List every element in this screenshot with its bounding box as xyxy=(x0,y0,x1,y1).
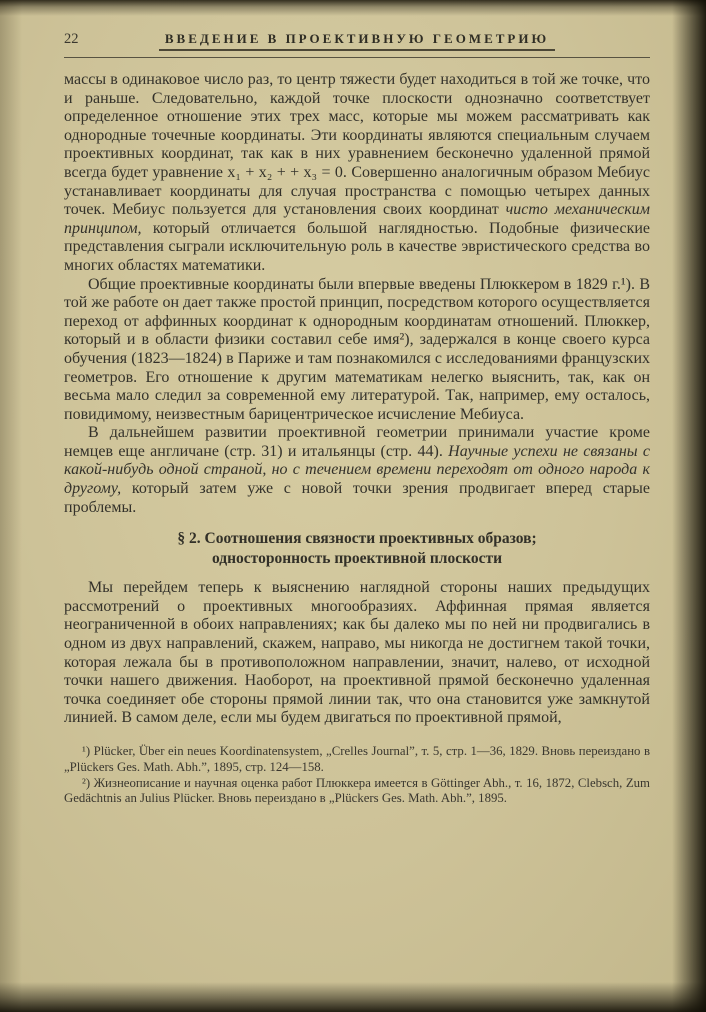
body-text xyxy=(64,71,650,728)
page-content xyxy=(64,30,650,807)
paragraph-text: массы в одинаковое число раз, то центр тяжести будет находиться в той же точке, что и раньше. Следовательно, каждой точке плоскости однозначно соответствует определенное отношение этих трех масс, которые мы можем рассматривать как однородные точечные координаты. Эти координаты являются специальным случаем проективных координат, так как в них уравнением бесконечно удаленной прямой всегда будет уравнение x₁ + x₂ + + x₃ = 0. Совершенно аналогичным образом Мебиус устанавливает координаты для случая пространства с помощью четырех данных точек. Мебиус пользуется для установления своих координат xyxy=(64,71,650,219)
page-number: 22 xyxy=(64,31,79,47)
section-heading-line2: односторонность проективной плоскости xyxy=(211,550,503,568)
paragraph-text: Общие проективные координаты были впервые введены Плюккером в 1829 г.¹). В той же работе он дает также простой принцип, посредством которого осуществляется переход от аффинных координат к однородным координатам отношений. Плюккер, который и в области физики составил себе имя²), задержался в конце своего курса обучения (1823—1824) в Париже и там познакомился с исследованиями французских геометров. Его отношение к другим математикам нелегко выяснить, так, как он весьма мало следил за современной ему литературой. Так, например, ему осталось, повидимому, неизвестным барицентрическое исчисление Мебиуса. xyxy=(64,275,650,423)
running-title-wrap xyxy=(118,30,596,51)
paragraph-text: В дальнейшем развитии проективной геометрии принимали участие кроме немцев еще англичане (стр. 31) и итальянцы (стр. 44). xyxy=(64,424,650,460)
footnote-2: ²) Жизнеописание и научная оценка работ Плюккера имеется в Göttinger Abh., т. 16, 1872, Clebsch, Zum Gedächtnis an Julius Plücker. Вновь переиздано в „Plückers Ges. Math. Abh.”, 1895. xyxy=(64,775,650,806)
footnotes xyxy=(64,744,650,807)
paragraph xyxy=(64,424,650,517)
emphasized-phrase: чисто механическим принципом, xyxy=(64,201,650,237)
section-heading-line1: § 2. Соотношения связности проективных образов; xyxy=(177,530,537,548)
footnote-1: ¹) Plücker, Über ein neues Koordinatensystem, „Crelles Journal”, т. 5, стр. 1—36, 1829. Вновь переиздано в „Plückers Ges. Math. Abh.”, 1895, стр. 124—158. xyxy=(64,744,650,774)
running-title: ВВЕДЕНИЕ В ПРОЕКТИВНУЮ ГЕОМЕТРИЮ xyxy=(159,30,555,51)
emphasized-phrase: Научные успехи не связаны с какой-нибудь одной страной, но с течением времени переходят от одного народа к другому, xyxy=(64,442,651,498)
paragraph-text: который затем уже с новой точки зрения продвигает вперед старые проблемы. xyxy=(64,480,650,516)
section-heading xyxy=(74,529,640,569)
paragraph xyxy=(64,276,650,425)
paragraph-text: который отличается большой наглядностью. Подобные физические представления сыграли исключительную роль в качестве эвристического средства во многих областях математики. xyxy=(64,219,650,274)
paragraph xyxy=(64,579,650,728)
paragraph-text: Мы перейдем теперь к выяснению наглядной стороны наших предыдущих рассмотрений о проективных многообразиях. Аффинная прямая является неограниченной в обоих направлениях; как бы далеко мы по ней ни продвигались в одном из двух направлений, скажем, направо, мы никогда не достигнем такой точки, которая лежала бы в противоположном направлении, значит, налево, от исходной точки нашего движения. Наоборот, на проективной прямой бесконечно удаленная точка соединяет обе стороны прямой линии так, что она становится уже замкнутой линией. В самом деле, если мы будем двигаться по проективной прямой, xyxy=(64,579,650,727)
paragraph-continuation xyxy=(64,71,650,276)
running-header xyxy=(64,30,650,58)
